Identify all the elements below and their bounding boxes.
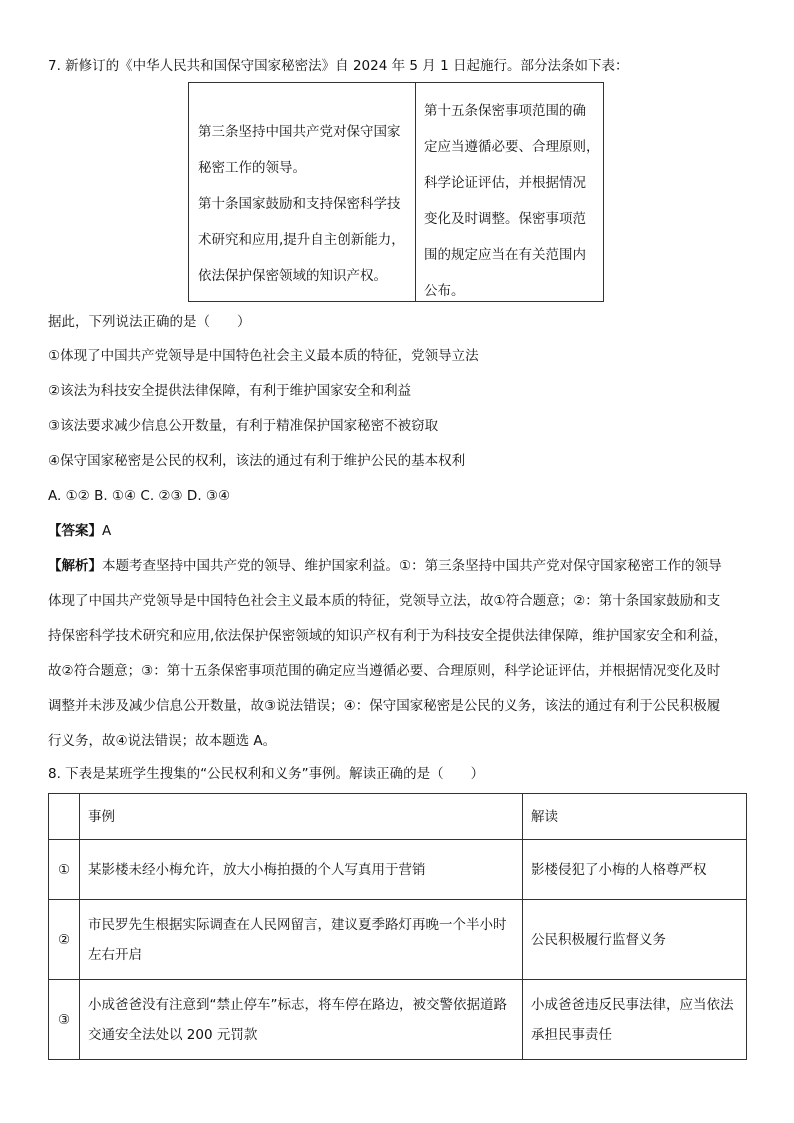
law-right-line: 科学论证评估，并根据情况 xyxy=(424,175,586,191)
option-1: ①体现了中国共产党领导是中国特色社会主义最本质的特征，党领导立法 xyxy=(48,348,479,364)
law-left-line: 第十条国家鼓励和支持保密科学技 xyxy=(198,196,401,212)
answer-line xyxy=(48,521,111,541)
table-row xyxy=(49,840,747,900)
row-interp: 小成爸爸违反民事法律，应当依法 承担民事责任 xyxy=(523,980,747,1060)
row-num: ③ xyxy=(49,980,80,1060)
question-8-stem: 8. 下表是某班学生搜集的“公民权利和义务”事例。解读正确的是（ ） xyxy=(48,766,485,782)
law-right-line: 定应当遵循必要、合理原则， xyxy=(424,139,600,155)
law-right-line: 第十五条保密事项范围的确 xyxy=(424,103,586,119)
analysis-line: 体现了中国共产党领导是中国特色社会主义最本质的特征，党领导立法，故①符合题意；②：第十条国家鼓励和支 xyxy=(48,593,721,609)
answer-choices: A. ①② B. ①④ C. ②③ D. ③④ xyxy=(48,488,231,504)
analysis-line: 持保密科学技术研究和应用,依法保护保密领域的知识产权有利于为科技安全提供法律保障，维护国家安全和利益， xyxy=(48,628,728,644)
row-case: 某影楼未经小梅允许，放大小梅拍摄的个人写真用于营销 xyxy=(80,840,523,900)
option-4: ④保守国家秘密是公民的权利，该法的通过有利于维护公民的基本权利 xyxy=(48,453,466,469)
header-case: 事例 xyxy=(80,794,523,840)
row-num: ② xyxy=(49,900,80,980)
analysis-line: 调整并未涉及减少信息公开数量，故③说法错误；④：保守国家秘密是公民的义务，该法的通过有利于公民积极履 xyxy=(48,698,721,714)
law-left-line: 术研究和应用,提升自主创新能力， xyxy=(198,232,405,248)
law-right-line: 公布。 xyxy=(424,283,465,299)
row-case: 小成爸爸没有注意到“禁止停车”标志，将车停在路边，被交警依据道路 交通安全法处以 200 元罚款 xyxy=(80,980,523,1060)
law-excerpt-table xyxy=(188,82,604,302)
law-right-line: 围的规定应当在有关范围内 xyxy=(424,247,586,263)
law-left-line: 第三条坚持中国共产党对保守国家 xyxy=(198,124,401,140)
header-num xyxy=(49,794,80,840)
answer-value: A xyxy=(102,523,112,539)
row-case: 市民罗先生根据实际调查在人民网留言，建议夏季路灯再晚一个半小时 左右开启 xyxy=(80,900,523,980)
row-num: ① xyxy=(49,840,80,900)
header-interp: 解读 xyxy=(523,794,747,840)
analysis-block xyxy=(48,549,748,759)
law-right-line: 变化及时调整。保密事项范 xyxy=(424,211,586,227)
law-cell-left xyxy=(189,83,416,301)
answer-label: 【答案】 xyxy=(48,523,102,539)
option-3: ③该法要求减少信息公开数量，有利于精准保护国家秘密不被窃取 xyxy=(48,418,439,434)
analysis-line: 故②符合题意；③：第十五条保密事项范围的确定应当遵循必要、合理原则，科学论证评估，并根据情况变化及时 xyxy=(48,663,721,679)
law-left-line: 秘密工作的领导。 xyxy=(198,160,306,176)
question-7-prompt: 据此，下列说法正确的是（ ） xyxy=(48,314,251,330)
table-row xyxy=(49,980,747,1060)
table-row xyxy=(49,900,747,980)
analysis-line: 【解析】本题考查坚持中国共产党的领导、维护国家利益。①：第三条坚持中国共产党对保守国家秘密工作的领导 xyxy=(48,558,722,574)
rights-duties-table xyxy=(48,793,747,1060)
analysis-line: 行义务，故④说法错误；故本题选 A。 xyxy=(48,733,277,749)
option-2: ②该法为科技安全提供法律保障，有利于维护国家安全和利益 xyxy=(48,383,412,399)
question-7-stem: 7. 新修订的《中华人民共和国保守国家秘密法》自 2024 年 5 月 1 日起施行。部分法条如下表： xyxy=(48,58,629,74)
row-interp: 公民积极履行监督义务 xyxy=(523,900,747,980)
table-header-row xyxy=(49,794,747,840)
analysis-label: 【解析】 xyxy=(48,558,102,574)
law-cell-right xyxy=(416,83,603,301)
row-interp: 影楼侵犯了小梅的人格尊严权 xyxy=(523,840,747,900)
law-left-line: 依法保护保密领域的知识产权。 xyxy=(198,268,387,284)
